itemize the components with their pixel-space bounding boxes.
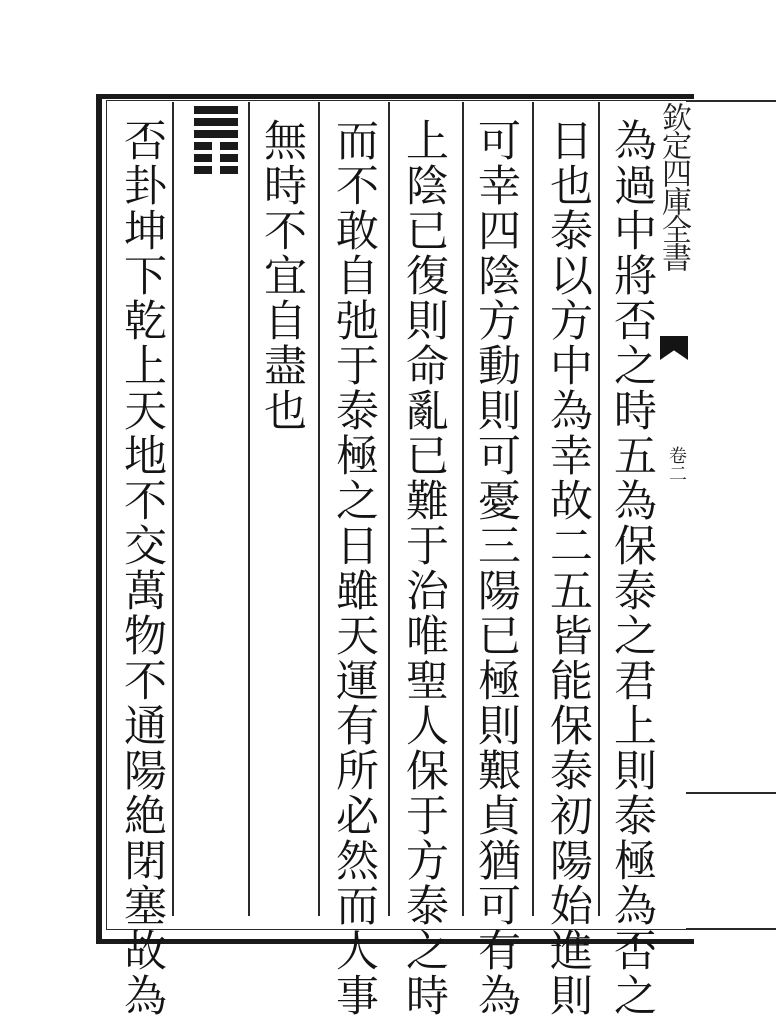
column-text: 無時不宜自盡也 — [257, 118, 307, 433]
column-text: 日也泰以方中為幸故二五皆能保泰初陽始進則 — [543, 118, 593, 1018]
column-text: 為過中將否之時五為保泰之君上則泰極為否之 — [607, 118, 657, 1018]
text-column-6 — [254, 118, 310, 918]
column-rule — [598, 102, 600, 916]
margin-rule-bottom — [686, 928, 776, 930]
column-text: 可幸四陰方動則可憂三陽已極則艱貞猶可有為 — [471, 118, 521, 1018]
text-column-2 — [540, 118, 596, 1018]
column-rule — [248, 102, 250, 916]
text-column-3 — [468, 118, 524, 1018]
hexagram-yin-line — [194, 142, 238, 150]
hexagram-yang-line — [194, 130, 238, 138]
page-margin — [656, 96, 690, 936]
margin-rule-mid — [686, 792, 776, 794]
hexagram-yin-line — [194, 154, 238, 162]
hexagram-yang-line — [194, 118, 238, 126]
text-column-5 — [326, 118, 382, 1018]
column-rule — [172, 102, 174, 916]
text-column-7 — [114, 118, 170, 1018]
text-column-4 — [396, 118, 452, 1018]
column-rule — [318, 102, 320, 916]
volume-label: 卷二 — [666, 446, 687, 482]
column-rule — [532, 102, 534, 916]
margin-rule-top — [686, 100, 776, 102]
hexagram-yang-line — [194, 106, 238, 114]
column-rule — [388, 102, 390, 916]
column-text: 否卦坤下乾上天地不交萬物不通陽絶閉塞故為 — [117, 118, 167, 1018]
column-text: 上陰已復則命亂已難于治唯聖人保于方泰之時 — [399, 118, 449, 1018]
hexagram-yin-line — [194, 166, 238, 174]
pi-hexagram-icon — [194, 106, 238, 186]
column-text: 而不敢自弛于泰極之日雖天運有所必然而人事 — [329, 118, 379, 1018]
column-rule — [462, 102, 464, 916]
book-title: 欽定四庫全書 — [656, 102, 691, 270]
text-column-1 — [604, 118, 660, 1018]
